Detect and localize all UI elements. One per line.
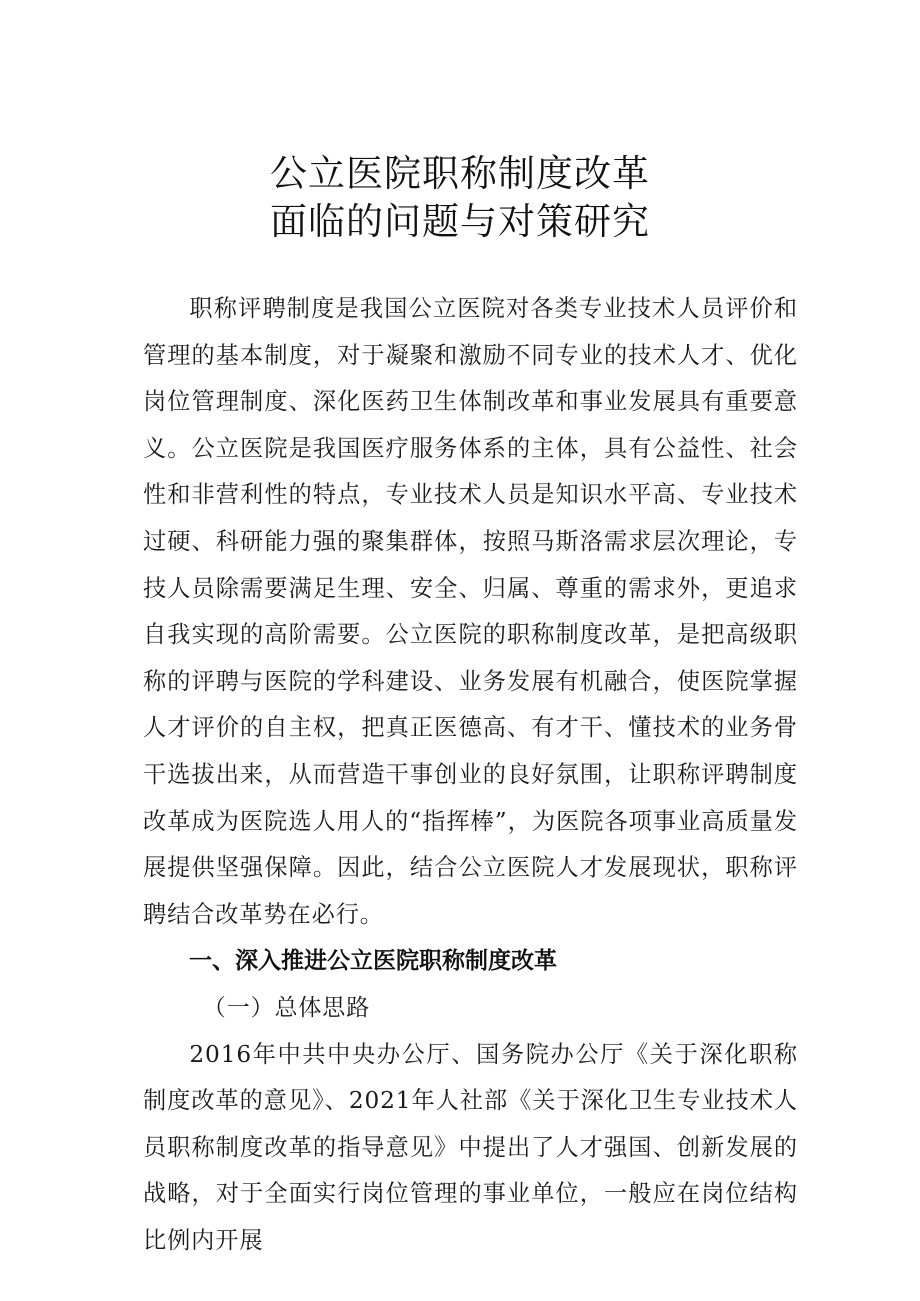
section-heading: 一、深入推进公立医院职称制度改革 <box>189 948 557 975</box>
document-title <box>0 150 920 246</box>
title-line-1: 公立医院职称制度改革 <box>270 152 650 195</box>
subsection-heading: （一）总体思路 <box>202 994 371 1021</box>
section-paragraph: 2016年中共中央办公厅、国务院办公厅《关于深化职称制度改革的意见》、2021年人社部《关于深化卫生专业技术人员职称制度改革的指导意见》中提出了人才强国、创新发展的战略，对于全面实行岗位管理的事业单位，一般应在岗位结构比例内开展 <box>143 1040 798 1254</box>
document-body <box>143 286 798 1264</box>
title-line-2: 面临的问题与对策研究 <box>270 200 650 243</box>
intro-paragraph: 职称评聘制度是我国公立医院对各类专业技术人员评价和管理的基本制度，对于凝聚和激励不同专业的技术人才、优化岗位管理制度、深化医药卫生体制改革和事业发展具有重要意义。公立医院是我国医疗服务体系的主体，具有公益性、社会性和非营利性的特点，专业技术人员是知识水平高、专业技术过硬、科研能力强的聚集群体，按照马斯洛需求层次理论，专技人员除需要满足生理、安全、归属、尊重的需求外，更追求自我实现的高阶需要。公立医院的职称制度改革，是把高级职称的评聘与医院的学科建设、业务发展有机融合，使医院掌握人才评价的自主权，把真正医德高、有才干、懂技术的业务骨干选拔出来，从而营造干事创业的良好氛围，让职称评聘制度改革成为医院选人用人的“指挥棒”，为医院各项事业高质量发展提供坚强保障。因此，结合公立医院人才发展现状，职称评聘结合改革势在必行。 <box>143 295 798 928</box>
